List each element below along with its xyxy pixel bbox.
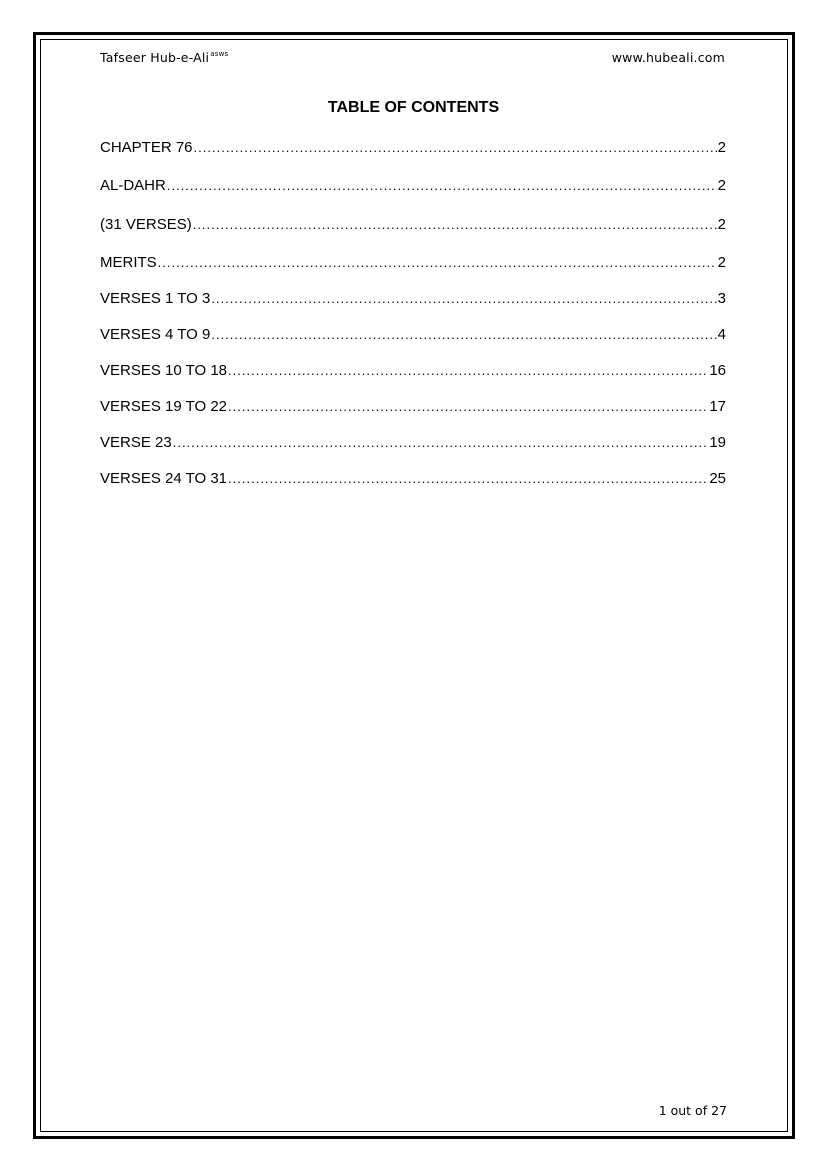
- toc-entry-page: 19: [709, 434, 726, 451]
- toc-entry[interactable]: [100, 434, 726, 451]
- toc-entry[interactable]: [100, 326, 726, 343]
- toc-entry-label: VERSES 1 TO 3: [100, 290, 211, 307]
- toc-entry[interactable]: [100, 216, 726, 233]
- toc-entry-label: VERSES 10 TO 18: [100, 362, 228, 379]
- header-title-superscript: asws: [210, 50, 229, 58]
- toc-entry-label: VERSES 24 TO 31: [100, 470, 228, 487]
- toc-entry[interactable]: [100, 254, 726, 271]
- toc-entry-page: 2: [717, 139, 726, 156]
- toc-entry[interactable]: [100, 398, 726, 415]
- toc-entry-page: 16: [709, 362, 726, 379]
- toc-entry[interactable]: [100, 290, 726, 307]
- toc-entry-label: AL-DAHR: [100, 177, 166, 194]
- toc-entry-label: VERSE 23: [100, 434, 172, 451]
- toc-dot-leader: [158, 255, 717, 270]
- toc-entry-page: 2: [717, 216, 726, 233]
- toc-dot-leader: [211, 327, 716, 342]
- toc-title: TABLE OF CONTENTS: [327, 99, 500, 116]
- toc-entry-page: 17: [709, 398, 726, 415]
- page-number-footer: 1 out of 27: [658, 1103, 727, 1118]
- toc-dot-leader: [228, 399, 708, 414]
- toc-entry-label: VERSES 19 TO 22: [100, 398, 228, 415]
- toc-dot-leader: [194, 140, 717, 155]
- header-title-text: Tafseer Hub-e-Ali: [100, 50, 210, 65]
- toc-dot-leader: [193, 217, 717, 232]
- toc-dot-leader: [211, 291, 716, 306]
- toc-entry-label: (31 VERSES): [100, 216, 192, 233]
- toc-entry-label: MERITS: [100, 254, 157, 271]
- toc-entry[interactable]: [100, 362, 726, 379]
- toc-entry[interactable]: [100, 139, 726, 156]
- header-website: www.hubeali.com: [611, 50, 725, 65]
- page-border-inner: [40, 39, 788, 1132]
- toc-entry-page: 2: [717, 177, 726, 194]
- toc-entry-page: 4: [717, 326, 726, 343]
- toc-dot-leader: [167, 178, 717, 193]
- toc-entry-page: 3: [717, 290, 726, 307]
- toc-entry-page: 2: [717, 254, 726, 271]
- toc-entry[interactable]: [100, 177, 726, 194]
- toc-entry-page: 25: [709, 470, 726, 487]
- toc-entry-label: CHAPTER 76: [100, 139, 193, 156]
- toc-dot-leader: [228, 363, 708, 378]
- toc-dot-leader: [173, 435, 709, 450]
- toc-dot-leader: [228, 471, 708, 486]
- toc-entry[interactable]: [100, 470, 726, 487]
- header-book-title: [100, 50, 228, 65]
- toc-entry-label: VERSES 4 TO 9: [100, 326, 211, 343]
